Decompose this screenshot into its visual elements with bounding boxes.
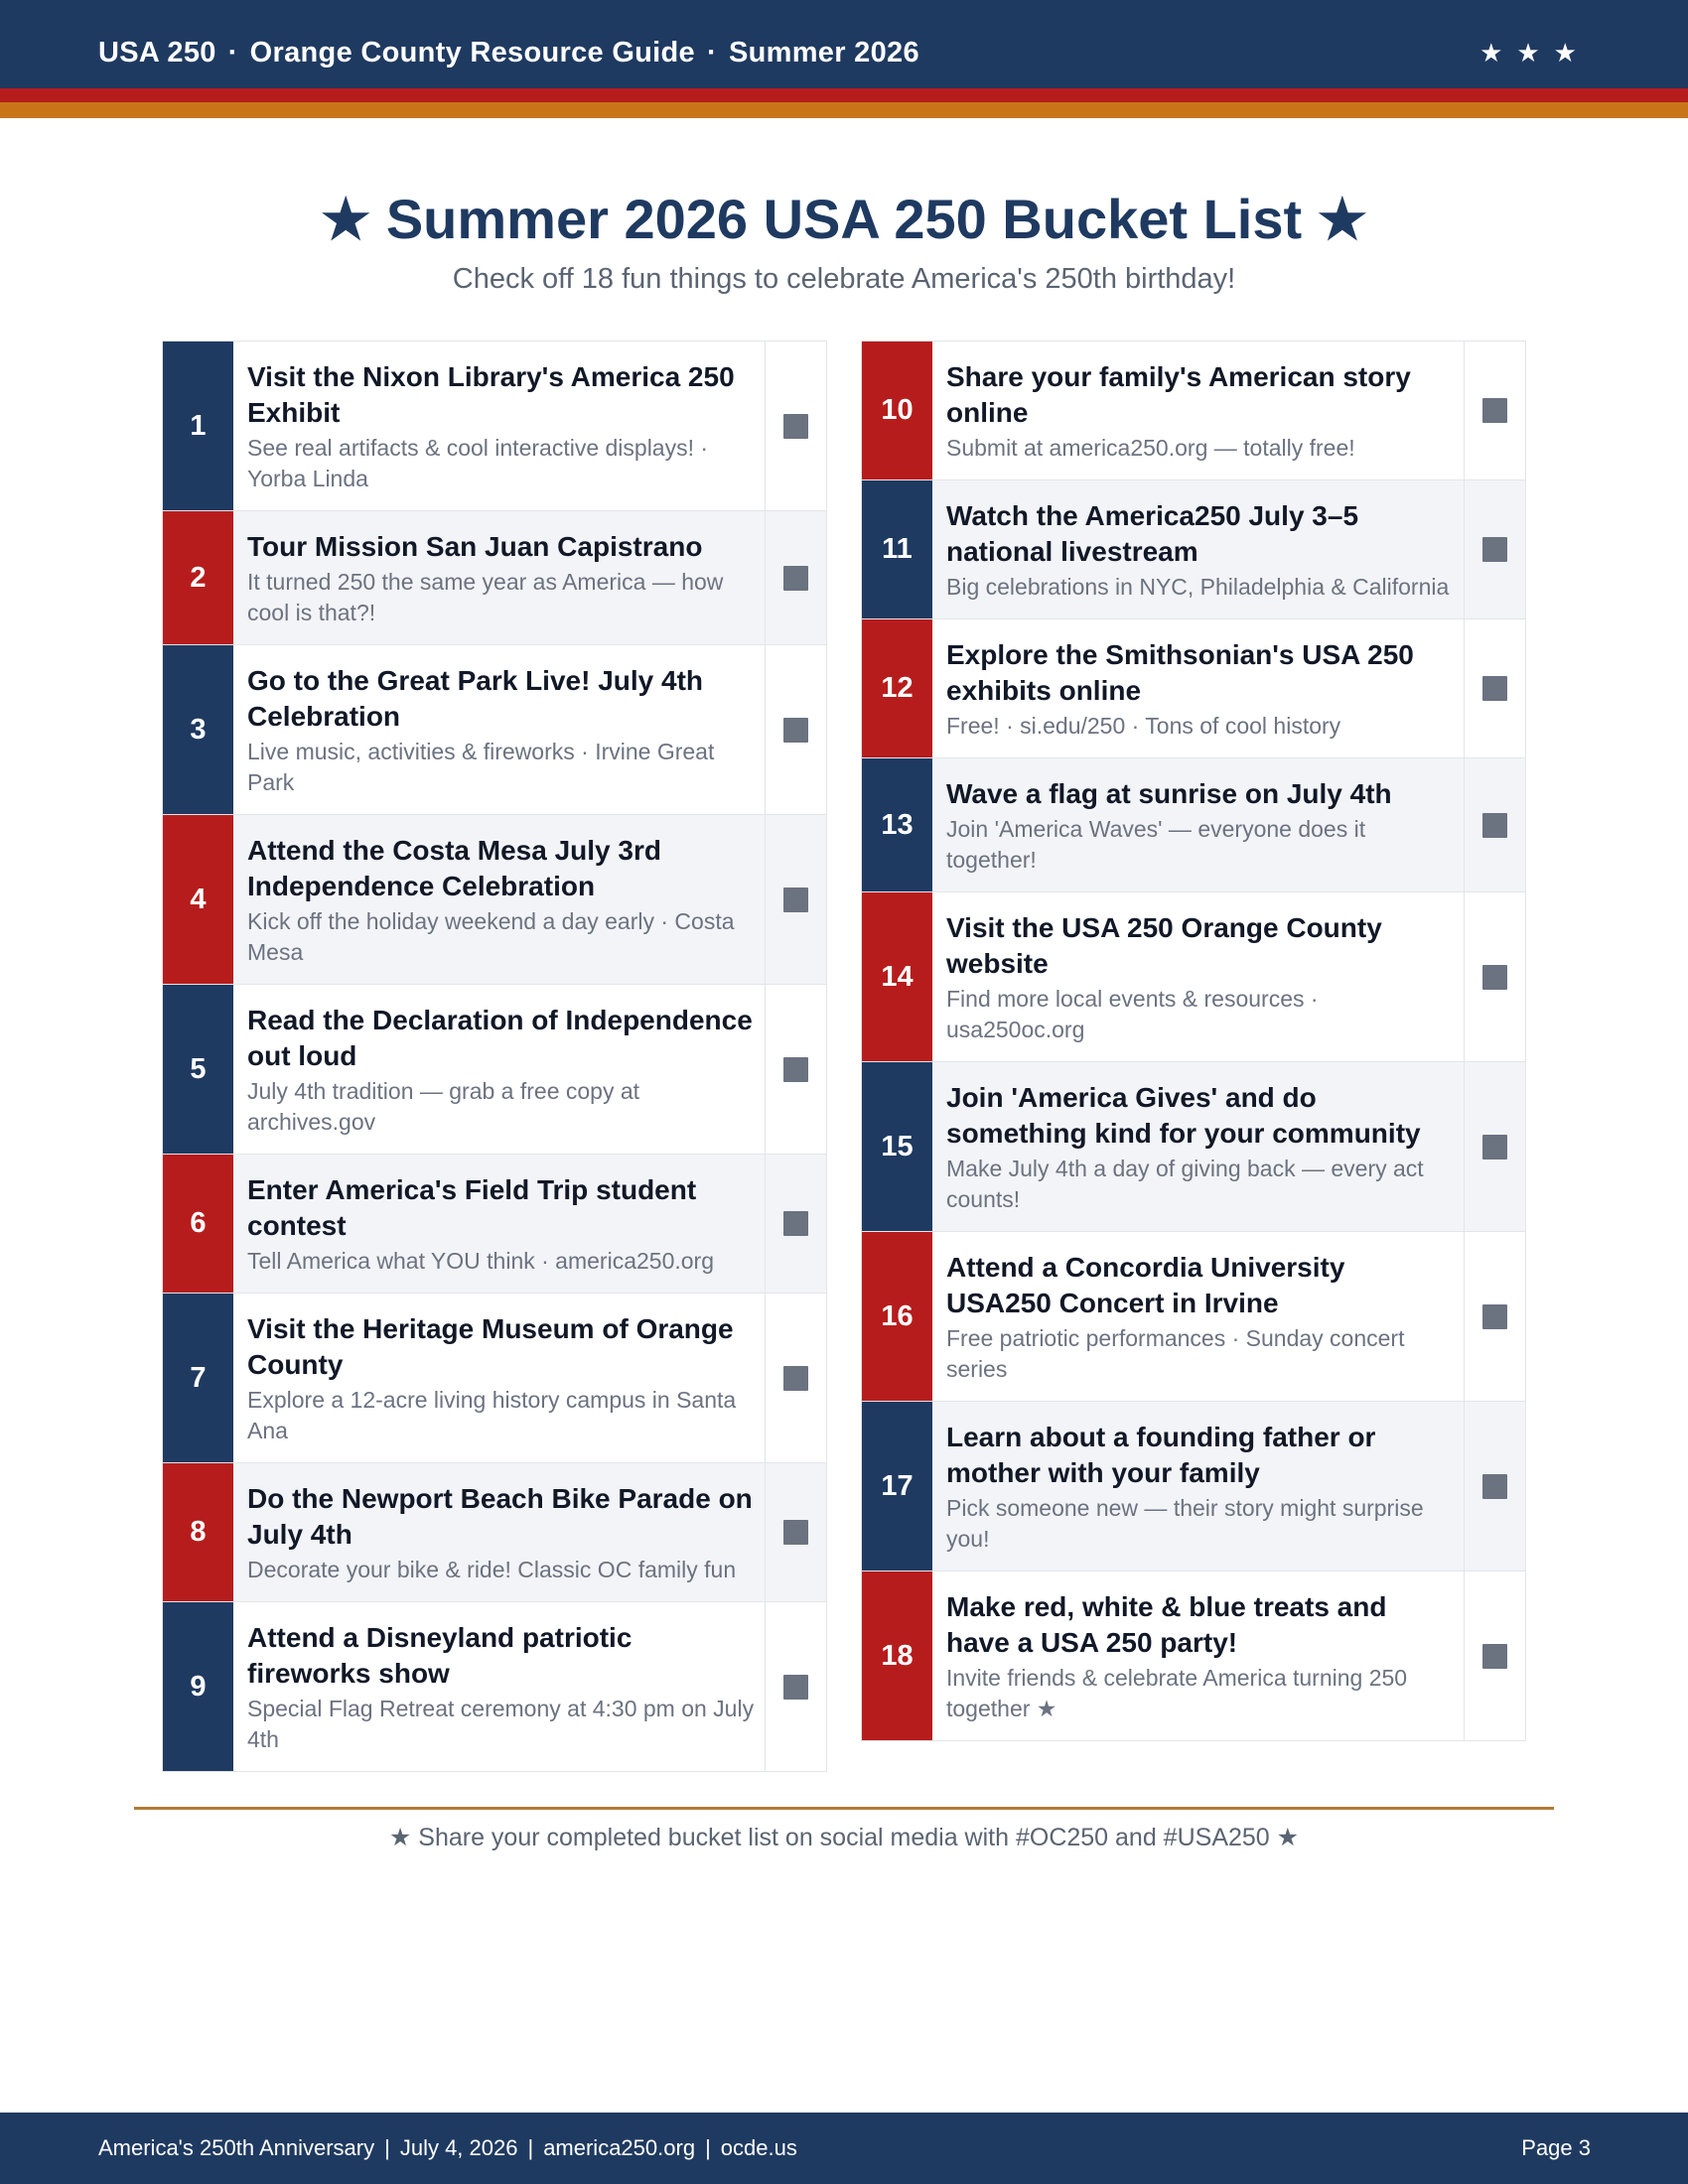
- item-description: Submit at america250.org — totally free!: [946, 435, 1355, 461]
- item-checkbox-cell: [1465, 758, 1525, 891]
- header-stripe-gold: [0, 102, 1688, 118]
- item-content: [233, 1602, 766, 1771]
- item-title: Join 'America Gives' and do something kind for your community: [946, 1082, 1421, 1149]
- item-checkbox-cell: [766, 511, 826, 644]
- bucket-list-item: [163, 1294, 826, 1463]
- item-title: Visit the Heritage Museum of Orange County: [247, 1313, 734, 1380]
- header-separator: ·: [707, 37, 717, 68]
- item-checkbox-cell: [1465, 1232, 1525, 1401]
- item-title: Visit the USA 250 Orange County website: [946, 912, 1382, 979]
- item-description: See real artifacts & cool interactive displays! · Yorba Linda: [247, 435, 709, 491]
- item-number: 12: [862, 619, 932, 757]
- item-title: Learn about a founding father or mother with your family: [946, 1422, 1376, 1488]
- bucket-list-item: [862, 892, 1525, 1062]
- bucket-list-item: [862, 1062, 1525, 1232]
- item-content: [233, 511, 766, 644]
- item-description: Live music, activities & fireworks · Irvine Great Park: [247, 739, 715, 795]
- item-description: It turned 250 the same year as America — how cool is that?!: [247, 569, 724, 625]
- item-number: 10: [862, 341, 932, 479]
- bucket-list-item: [163, 1463, 826, 1602]
- page-header: [0, 0, 1688, 88]
- item-description: Kick off the holiday weekend a day early · Costa Mesa: [247, 908, 735, 965]
- item-content: [932, 892, 1465, 1061]
- item-checkbox[interactable]: [783, 1675, 808, 1700]
- item-checkbox-cell: [1465, 1062, 1525, 1231]
- item-description: Join 'America Waves' — everyone does it together!: [946, 816, 1366, 873]
- item-checkbox-cell: [1465, 480, 1525, 618]
- item-title: Attend a Disneyland patriotic fireworks show: [247, 1622, 633, 1689]
- item-number: 5: [163, 985, 233, 1154]
- item-description: Pick someone new — their story might surprise you!: [946, 1495, 1424, 1552]
- item-checkbox-cell: [766, 341, 826, 510]
- item-checkbox-cell: [1465, 1402, 1525, 1570]
- bucket-list-item: [163, 645, 826, 815]
- item-number: 4: [163, 815, 233, 984]
- item-content: [932, 619, 1465, 757]
- item-checkbox[interactable]: [783, 1211, 808, 1236]
- bucket-list-item: [862, 758, 1525, 892]
- footer-info: [98, 2113, 797, 2184]
- item-content: [233, 1155, 766, 1293]
- item-content: [932, 758, 1465, 891]
- item-description: July 4th tradition — grab a free copy at archives.gov: [247, 1078, 640, 1135]
- item-title: Explore the Smithsonian's USA 250 exhibits online: [946, 639, 1414, 706]
- header-title: [98, 0, 919, 88]
- header-guide-name: Orange County Resource Guide: [249, 37, 695, 68]
- item-description: Free! · si.edu/250 · Tons of cool history: [946, 713, 1341, 739]
- item-checkbox-cell: [1465, 341, 1525, 479]
- item-number: 17: [862, 1402, 932, 1570]
- footer-separator: |: [705, 2135, 711, 2160]
- item-content: [932, 1062, 1465, 1231]
- item-title: Tour Mission San Juan Capistrano: [247, 531, 703, 562]
- item-checkbox[interactable]: [1482, 1304, 1507, 1329]
- item-title: Visit the Nixon Library's America 250 Exhibit: [247, 361, 735, 428]
- item-title: Watch the America250 July 3–5 national livestream: [946, 500, 1359, 567]
- item-title: Enter America's Field Trip student contest: [247, 1174, 697, 1241]
- item-checkbox[interactable]: [783, 718, 808, 743]
- item-checkbox[interactable]: [1482, 1135, 1507, 1160]
- item-number: 18: [862, 1571, 932, 1740]
- item-title: Attend a Concordia University USA250 Concert in Irvine: [946, 1252, 1345, 1318]
- item-content: [932, 1571, 1465, 1740]
- item-checkbox[interactable]: [783, 1366, 808, 1391]
- bucket-list-item: [163, 985, 826, 1155]
- item-number: 7: [163, 1294, 233, 1462]
- item-description: Find more local events & resources · usa250oc.org: [946, 986, 1319, 1042]
- item-description: Invite friends & celebrate America turning 250 together ★: [946, 1665, 1408, 1721]
- item-content: [233, 985, 766, 1154]
- footer-link-america250: america250.org: [543, 2135, 696, 2160]
- item-title: Share your family's American story online: [946, 361, 1411, 428]
- footer-anniversary: America's 250th Anniversary: [98, 2135, 375, 2160]
- item-checkbox[interactable]: [1482, 965, 1507, 990]
- bucket-list-item: [163, 341, 826, 511]
- divider-rule: [134, 1807, 1554, 1810]
- item-number: 3: [163, 645, 233, 814]
- page-title: ★ Summer 2026 USA 250 Bucket List ★: [321, 188, 1367, 250]
- header-stars-icon: ★★★: [1479, 38, 1591, 68]
- item-number: 1: [163, 341, 233, 510]
- item-checkbox[interactable]: [1482, 537, 1507, 562]
- item-description: Big celebrations in NYC, Philadelphia & California: [946, 574, 1450, 600]
- footer-date: July 4, 2026: [399, 2135, 518, 2160]
- item-content: [233, 341, 766, 510]
- item-checkbox[interactable]: [783, 566, 808, 591]
- item-content: [233, 1463, 766, 1601]
- item-checkbox[interactable]: [1482, 676, 1507, 701]
- item-checkbox-cell: [1465, 619, 1525, 757]
- item-description: Decorate your bike & ride! Classic OC family fun: [247, 1557, 737, 1582]
- item-checkbox[interactable]: [1482, 1644, 1507, 1669]
- item-content: [233, 815, 766, 984]
- share-note: ★ Share your completed bucket list on social media with #OC250 and #USA250 ★: [388, 1824, 1300, 1851]
- item-checkbox[interactable]: [1482, 1474, 1507, 1499]
- footer-link-ocde: ocde.us: [720, 2135, 797, 2160]
- item-content: [932, 1402, 1465, 1570]
- item-description: Explore a 12-acre living history campus in Santa Ana: [247, 1387, 737, 1443]
- item-title: Do the Newport Beach Bike Parade on July 4th: [247, 1483, 753, 1550]
- item-number: 14: [862, 892, 932, 1061]
- item-number: 11: [862, 480, 932, 618]
- item-number: 6: [163, 1155, 233, 1293]
- item-content: [233, 1294, 766, 1462]
- item-checkbox[interactable]: [783, 414, 808, 439]
- item-checkbox-cell: [766, 1602, 826, 1771]
- item-title: Wave a flag at sunrise on July 4th: [946, 778, 1392, 809]
- item-checkbox-cell: [766, 1463, 826, 1601]
- item-content: [932, 1232, 1465, 1401]
- page-subtitle: Check off 18 fun things to celebrate America's 250th birthday!: [452, 263, 1236, 295]
- item-content: [233, 645, 766, 814]
- bucket-list-item: [862, 619, 1525, 758]
- header-brand: USA 250: [98, 37, 216, 68]
- bucket-list-item: [163, 511, 826, 645]
- item-description: Tell America what YOU think · america250.org: [247, 1248, 714, 1274]
- item-checkbox-cell: [766, 815, 826, 984]
- item-content: [932, 480, 1465, 618]
- item-checkbox-cell: [766, 1294, 826, 1462]
- bucket-list-item: [862, 1232, 1525, 1402]
- footer-separator: |: [384, 2135, 390, 2160]
- bucket-list-item: [862, 1402, 1525, 1571]
- item-checkbox[interactable]: [783, 887, 808, 912]
- item-content: [932, 341, 1465, 479]
- item-checkbox-cell: [766, 1155, 826, 1293]
- page-footer: [0, 2113, 1688, 2184]
- item-number: 8: [163, 1463, 233, 1601]
- item-checkbox[interactable]: [1482, 398, 1507, 423]
- bucket-list-item: [862, 341, 1525, 480]
- item-description: Make July 4th a day of giving back — every act counts!: [946, 1156, 1424, 1212]
- header-separator: ·: [227, 37, 238, 68]
- item-checkbox[interactable]: [783, 1520, 808, 1545]
- item-title: Make red, white & blue treats and have a USA 250 party!: [946, 1591, 1387, 1658]
- bucket-list-item: [163, 1155, 826, 1294]
- bucket-list-item: [862, 1571, 1525, 1740]
- item-checkbox-cell: [766, 645, 826, 814]
- item-title: Attend the Costa Mesa July 3rd Independence Celebration: [247, 835, 661, 901]
- item-checkbox[interactable]: [1482, 813, 1507, 838]
- bucket-list-item: [163, 1602, 826, 1771]
- footer-separator: |: [527, 2135, 534, 2160]
- item-number: 2: [163, 511, 233, 644]
- page-number: Page 3: [1521, 2135, 1591, 2160]
- item-checkbox[interactable]: [783, 1057, 808, 1082]
- bucket-list-right-column: [861, 341, 1526, 1741]
- item-description: Free patriotic performances · Sunday concert series: [946, 1325, 1405, 1382]
- bucket-list-item: [163, 815, 826, 985]
- item-description: Special Flag Retreat ceremony at 4:30 pm on July 4th: [247, 1696, 755, 1752]
- item-checkbox-cell: [1465, 892, 1525, 1061]
- item-checkbox-cell: [766, 985, 826, 1154]
- item-number: 13: [862, 758, 932, 891]
- item-title: Read the Declaration of Independence out loud: [247, 1005, 753, 1071]
- bucket-list-item: [862, 480, 1525, 619]
- item-number: 9: [163, 1602, 233, 1771]
- item-number: 15: [862, 1062, 932, 1231]
- header-stripe-red: [0, 88, 1688, 102]
- header-season: Summer 2026: [728, 37, 919, 68]
- item-number: 16: [862, 1232, 932, 1401]
- item-checkbox-cell: [1465, 1571, 1525, 1740]
- bucket-list-left-column: [162, 341, 827, 1772]
- item-title: Go to the Great Park Live! July 4th Celebration: [247, 665, 704, 732]
